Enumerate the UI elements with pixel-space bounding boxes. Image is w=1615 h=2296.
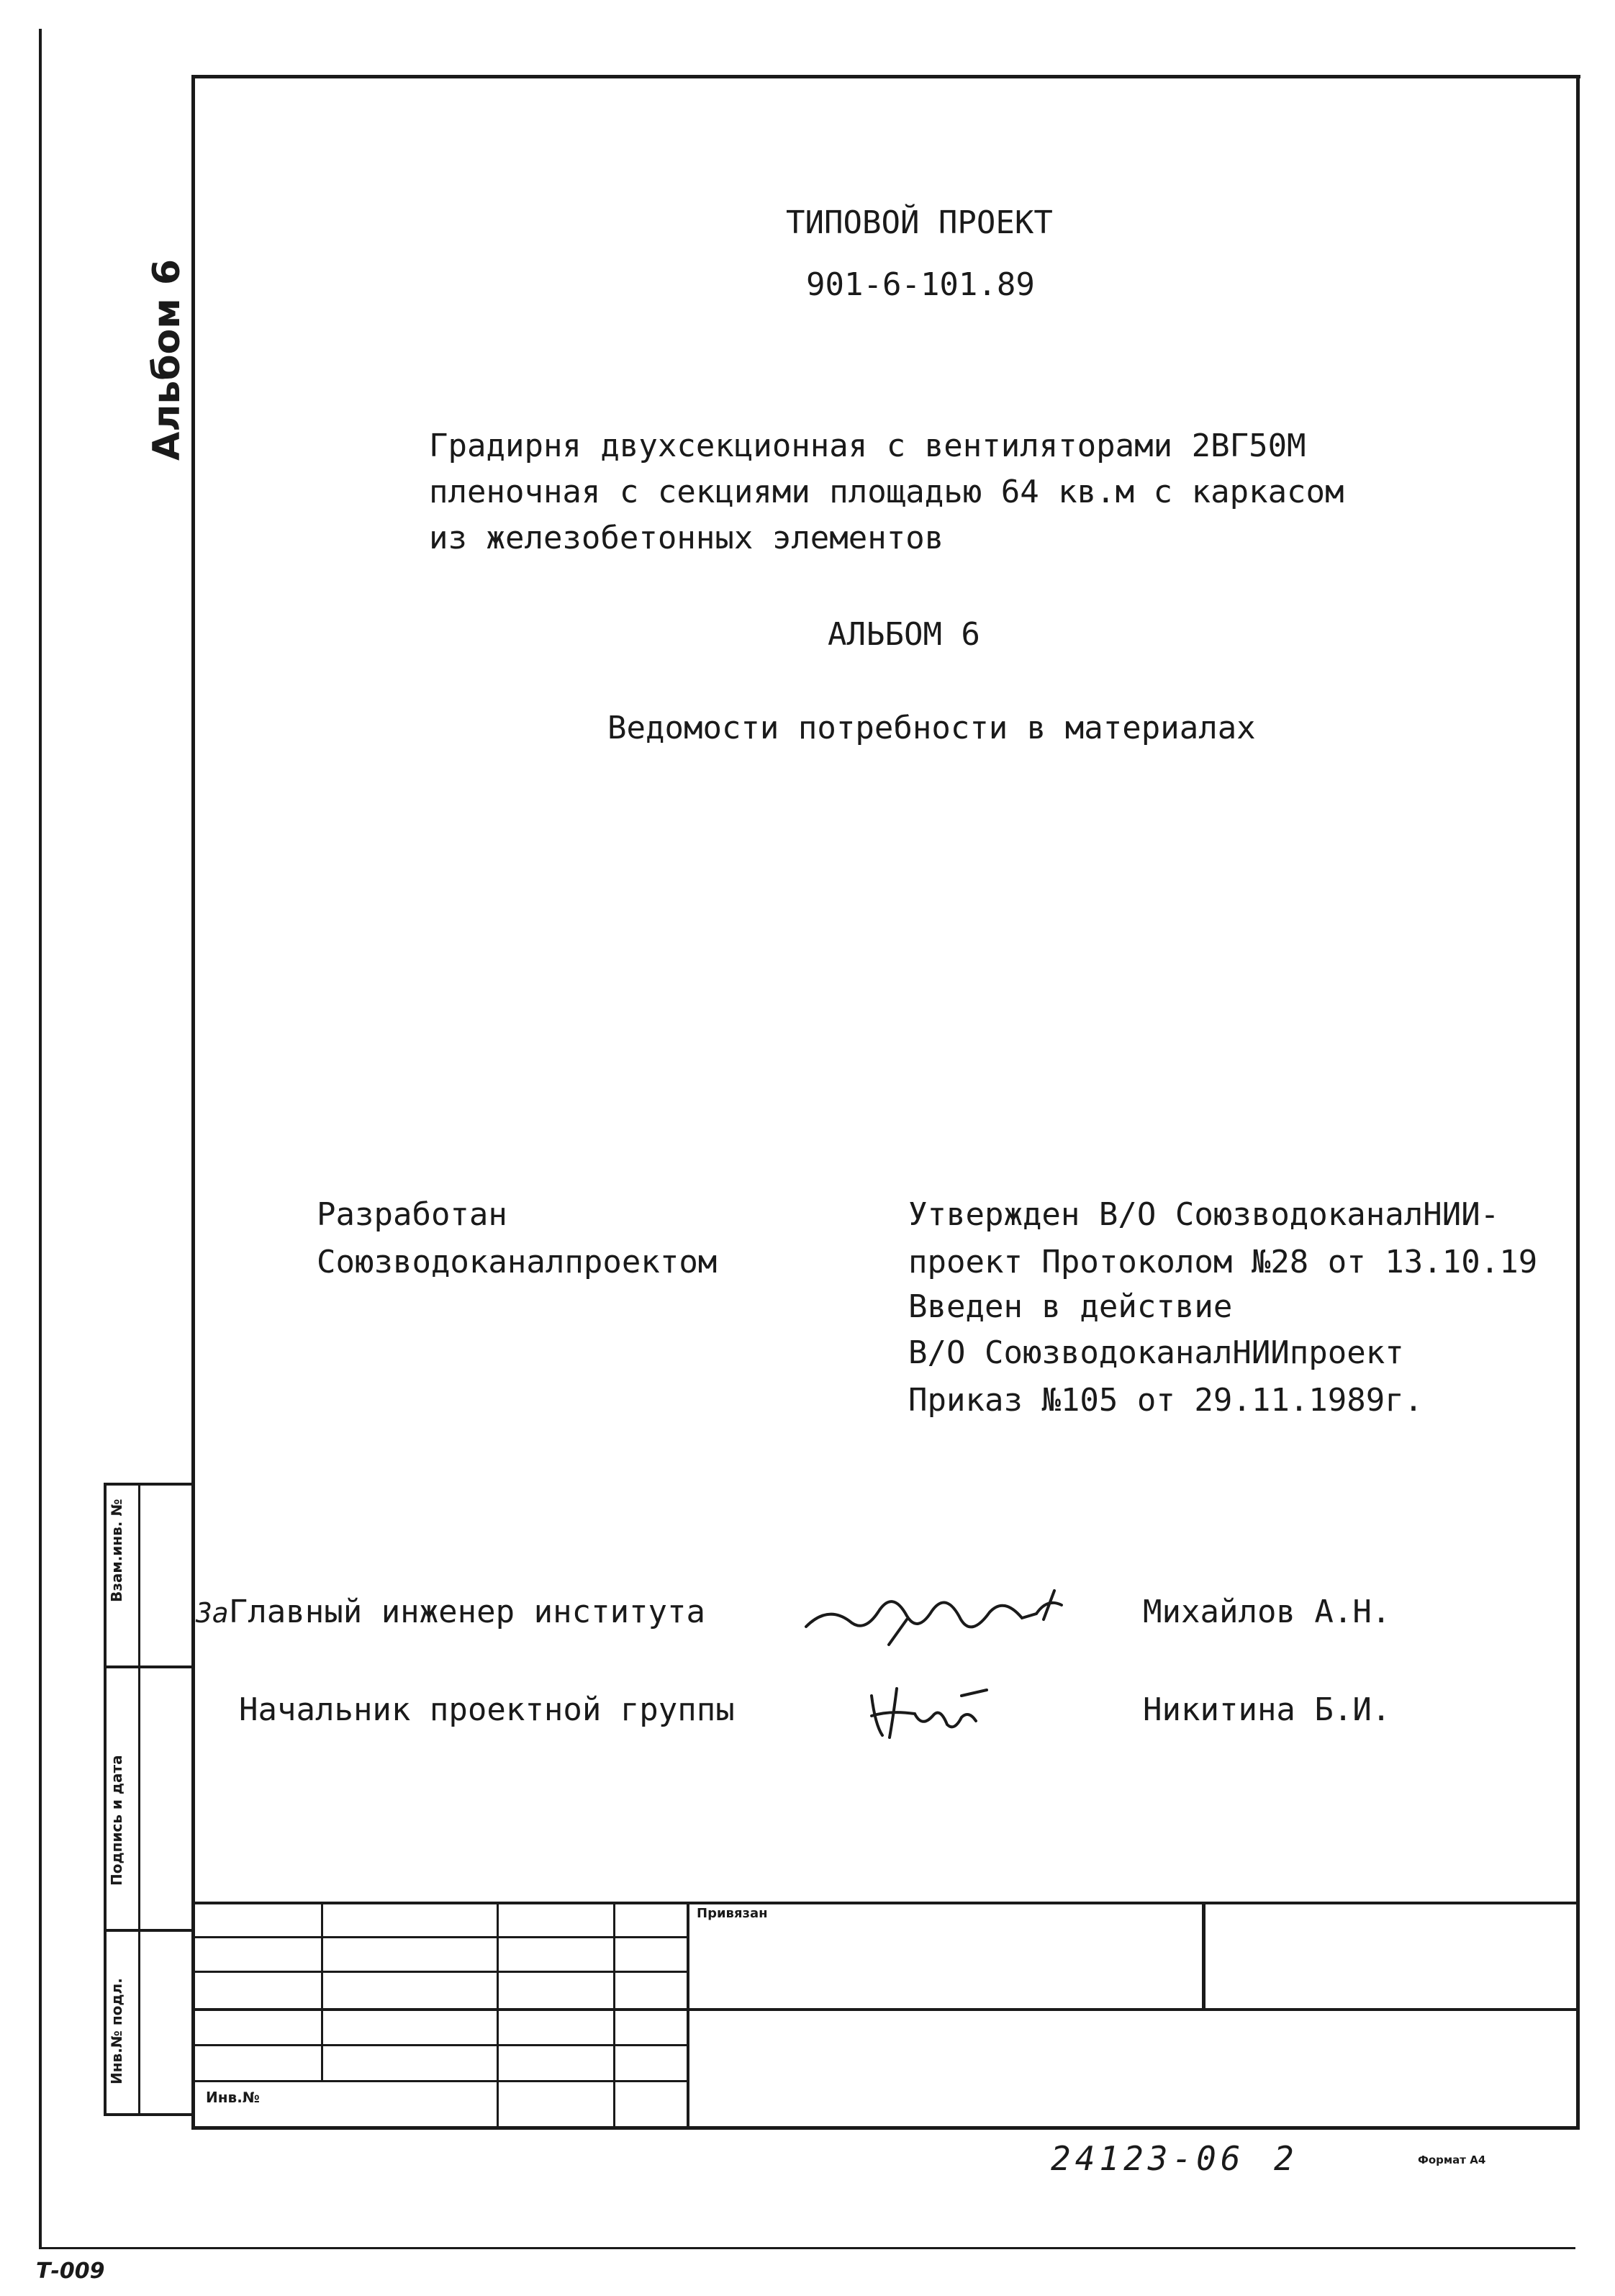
strip-top — [104, 1483, 194, 1486]
approved-line-4: В/О СоюзводоканалНИИпроект — [908, 1334, 1404, 1371]
signature-scribble-1 — [799, 1576, 1087, 1655]
strip-divider-1 — [104, 1665, 194, 1668]
project-number: 901-6-101.89 — [806, 266, 1035, 303]
signature-prefix: За — [196, 1597, 229, 1629]
frame-right — [1576, 75, 1580, 2130]
description-line-3: из железобетонных элементов — [429, 520, 944, 556]
frame-left — [191, 75, 195, 2130]
strip-bottom — [104, 2113, 194, 2116]
strip-divider-2 — [104, 1929, 194, 1932]
footer-code: Т-009 — [36, 2259, 105, 2284]
frame-top — [191, 75, 1580, 78]
developed-line-2: Союзводоканалпроектом — [317, 1244, 718, 1280]
album-subtitle: Ведомости потребности в материалах — [607, 710, 1256, 746]
stamp-linked-label: Привязан — [697, 1906, 768, 1921]
album-title: АЛЬБОМ 6 — [828, 616, 980, 653]
developed-line-1: Разработан — [317, 1196, 507, 1233]
approved-line-2: проект Протоколом №28 от 13.10.19 — [908, 1244, 1538, 1280]
strip-field-signature-date: Подпись и дата — [108, 1755, 125, 1886]
approved-line-5: Приказ №105 от 29.11.1989г. — [908, 1382, 1424, 1419]
side-album-label: Альбом 6 — [145, 258, 189, 461]
signature-role-2: Начальник проектной группы — [239, 1691, 735, 1728]
approved-line-3: Введен в действие — [908, 1288, 1233, 1325]
strip-field-replaced-inv: Взам.инв. № — [108, 1499, 125, 1602]
footer-doc-number: 24123-06 — [1051, 2139, 1245, 2178]
stamp-col-2 — [497, 1902, 499, 2126]
page-left-edge — [39, 29, 42, 2249]
description-line-2: пленочная с секциями площадью 64 кв.м с каркасом — [429, 474, 1344, 510]
stamp-col-1 — [321, 1902, 323, 2080]
project-type: ТИПОВОЙ ПРОЕКТ — [786, 204, 1053, 241]
stamp-col-3 — [613, 1902, 615, 2126]
strip-field-inv-original: Инв.№ подл. — [108, 1978, 125, 2084]
signature-row-1 — [196, 1589, 705, 1636]
footer-format: Формат А4 — [1418, 2153, 1486, 2166]
page-bottom-edge — [39, 2247, 1575, 2249]
stamp-col-5 — [1202, 1902, 1205, 2010]
footer-sheet: 2 — [1274, 2139, 1294, 2178]
description-line-1: Градирня двухсекционная с вентиляторами 2ВГ50М — [429, 428, 1306, 464]
stamp-row-3 — [194, 2008, 1578, 2011]
stamp-inv-label: Инв.№ — [206, 2089, 260, 2106]
approved-line-1: Утвержден В/О СоюзводоканалНИИ- — [908, 1196, 1500, 1233]
frame-bottom — [191, 2126, 1580, 2130]
signature-role: Главный инженер института — [228, 1594, 706, 1630]
stamp-top — [194, 1902, 1578, 1904]
strip-outer-left — [104, 1483, 107, 2116]
strip-inner-left — [138, 1483, 140, 2116]
signature-name-2: Никитина Б.И. — [1143, 1691, 1391, 1728]
signature-name-1: Михайлов А.Н. — [1143, 1594, 1391, 1630]
signature-scribble-2 — [861, 1674, 1005, 1746]
stamp-col-4 — [687, 1902, 689, 2126]
